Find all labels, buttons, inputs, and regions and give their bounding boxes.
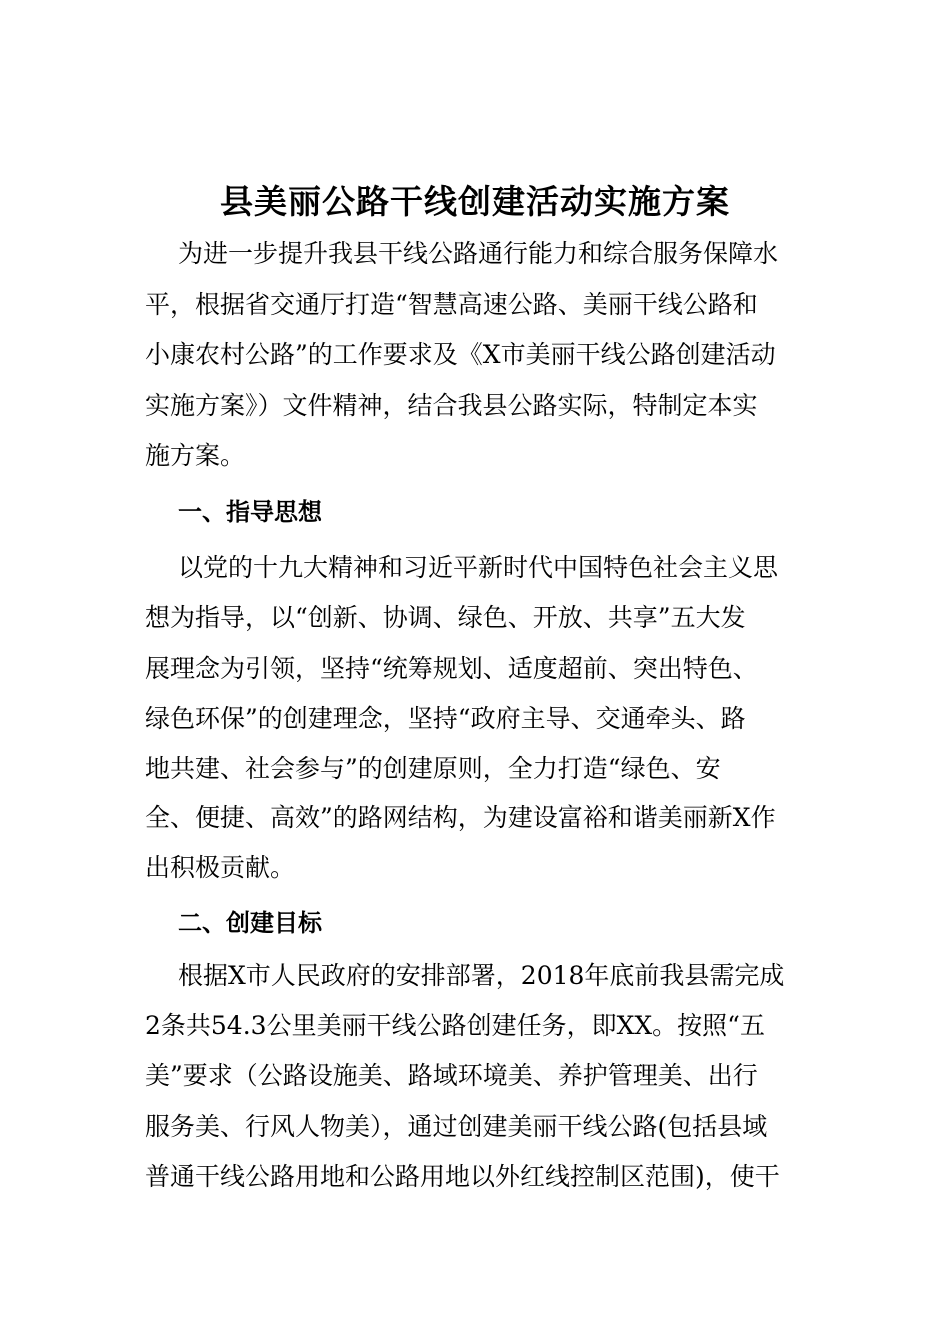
intro-line: 施方案。 [145, 441, 246, 470]
intro-line: 为进一步提升我县干线公路通行能力和综合服务保障水 [178, 239, 779, 268]
section1-line: 以党的十九大精神和习近平新时代中国特色社会主义思 [178, 553, 779, 582]
section2-line: 美”要求（公路设施美、路域环境美、养护管理美、出行 [145, 1061, 758, 1090]
section1-line: 展理念为引领，坚持“统筹规划、适度超前、突出特色、 [145, 654, 758, 683]
section1-line: 绿色环保”的创建理念，坚持“政府主导、交通牵头、路 [145, 704, 746, 733]
intro-line: 平，根据省交通厅打造“智慧高速公路、美丽干线公路和 [145, 290, 758, 319]
section-heading-creation-goals: 二、创建目标 [178, 909, 322, 937]
intro-line: 实施方案》）文件精神，结合我县公路实际，特制定本实 [145, 391, 758, 420]
section1-line: 出积极贡献。 [145, 853, 296, 882]
section2-line: 服务美、行风人物美），通过创建美丽干线公路(包括县域 [145, 1112, 768, 1141]
section1-line: 地共建、社会参与”的创建原则，全力打造“绿色、安 [145, 754, 721, 783]
document-title: 县美丽公路干线创建活动实施方案 [220, 182, 730, 221]
section2-line: 根据X市人民政府的安排部署，2018年底前我县需完成 [178, 961, 785, 990]
section1-line: 想为指导，以“创新、协调、绿色、开放、共享”五大发 [145, 603, 746, 632]
section2-line: 2条共54.3公里美丽干线公路创建任务，即XX。按照“五 [145, 1011, 765, 1040]
section1-line: 全、便捷、高效”的路网结构，为建设富裕和谐美丽新X作 [145, 803, 776, 832]
intro-line: 小康农村公路”的工作要求及《X市美丽干线公路创建活动 [145, 340, 776, 369]
section-heading-guiding-ideology: 一、指导思想 [178, 498, 322, 526]
section2-line: 普通干线公路用地和公路用地以外红线控制区范围)，使干 [145, 1162, 780, 1191]
